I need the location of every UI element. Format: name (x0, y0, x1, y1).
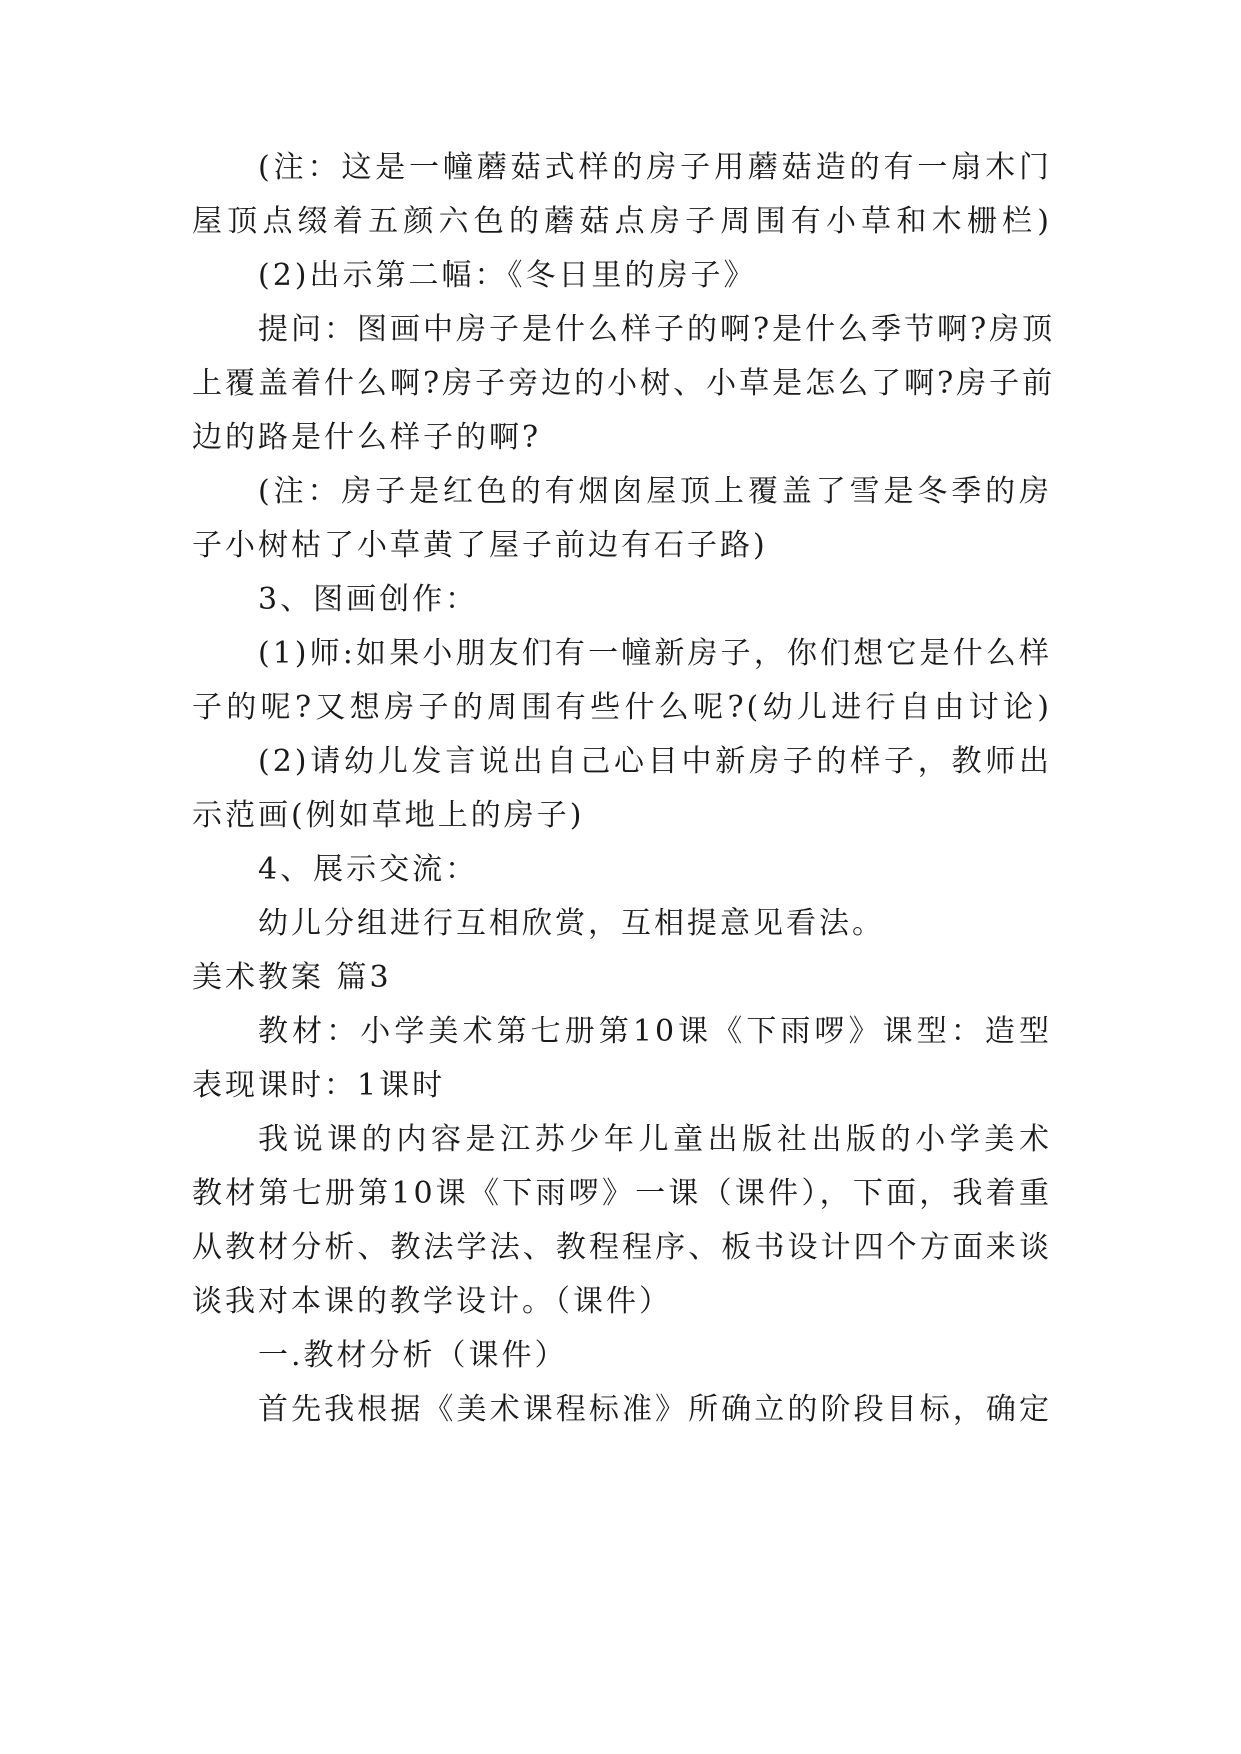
section-heading-exchange: 4、展示交流： (258, 852, 479, 887)
drawing-step-2-line-2: 示范画(例如草地上的房子) (192, 798, 585, 833)
section-heading-drawing: 3、图画创作： (258, 582, 479, 617)
material-info-line-1: 教材：小学美术第七册第10课《下雨啰》课型：造型 (258, 1014, 1052, 1049)
intro-paragraph-line-1: 我说课的内容是江苏少年儿童出版社出版的小学美术 (258, 1122, 1052, 1157)
question-line-1: 提问：图画中房子是什么样子的啊?是什么季节啊?房顶 (258, 312, 1056, 347)
step-show-second-picture: (2)出示第二幅：《冬日里的房子》 (258, 258, 757, 293)
section-heading-material-analysis: 一.教材分析（课件） (258, 1338, 568, 1373)
note-winter-house-line-1: (注：房子是红色的有烟囱屋顶上覆盖了雪是冬季的房 (258, 474, 1052, 509)
material-info-line-2: 表现课时：1课时 (192, 1068, 446, 1103)
intro-paragraph-line-3: 从教材分析、教法学法、教程程序、板书设计四个方面来谈 (192, 1230, 1052, 1265)
note-winter-house-line-2: 子小树枯了小草黄了屋子前边有石子路) (192, 528, 768, 563)
intro-paragraph-line-4: 谈我对本课的教学设计。（课件） (192, 1284, 672, 1319)
note-mushroom-house-line-1: (注：这是一幢蘑菇式样的房子用蘑菇造的有一扇木门 (258, 150, 1052, 185)
question-line-3: 边的路是什么样子的啊? (192, 420, 542, 455)
lesson-plan-title: 美术教案 篇3 (192, 960, 392, 995)
material-analysis-line-1: 首先我根据《美术课程标准》所确立的阶段目标，确定 (258, 1392, 1052, 1427)
drawing-step-2-line-1: (2)请幼儿发言说出自己心目中新房子的样子，教师出 (258, 744, 1052, 779)
intro-paragraph-line-2: 教材第七册第10课《下雨啰》一课（课件），下面，我着重 (192, 1176, 1052, 1211)
exchange-text: 幼儿分组进行互相欣赏，互相提意见看法。 (258, 906, 885, 941)
note-mushroom-house-line-2: 屋顶点缀着五颜六色的蘑菇点房子周围有小草和木栅栏) (192, 204, 1052, 239)
drawing-step-1-line-1: (1)师:如果小朋友们有一幢新房子，你们想它是什么样 (258, 636, 1052, 671)
drawing-step-1-line-2: 子的呢?又想房子的周围有些什么呢?(幼儿进行自由讨论) (192, 690, 1052, 725)
question-line-2: 上覆盖着什么啊?房子旁边的小树、小草是怎么了啊?房子前 (192, 366, 1056, 401)
